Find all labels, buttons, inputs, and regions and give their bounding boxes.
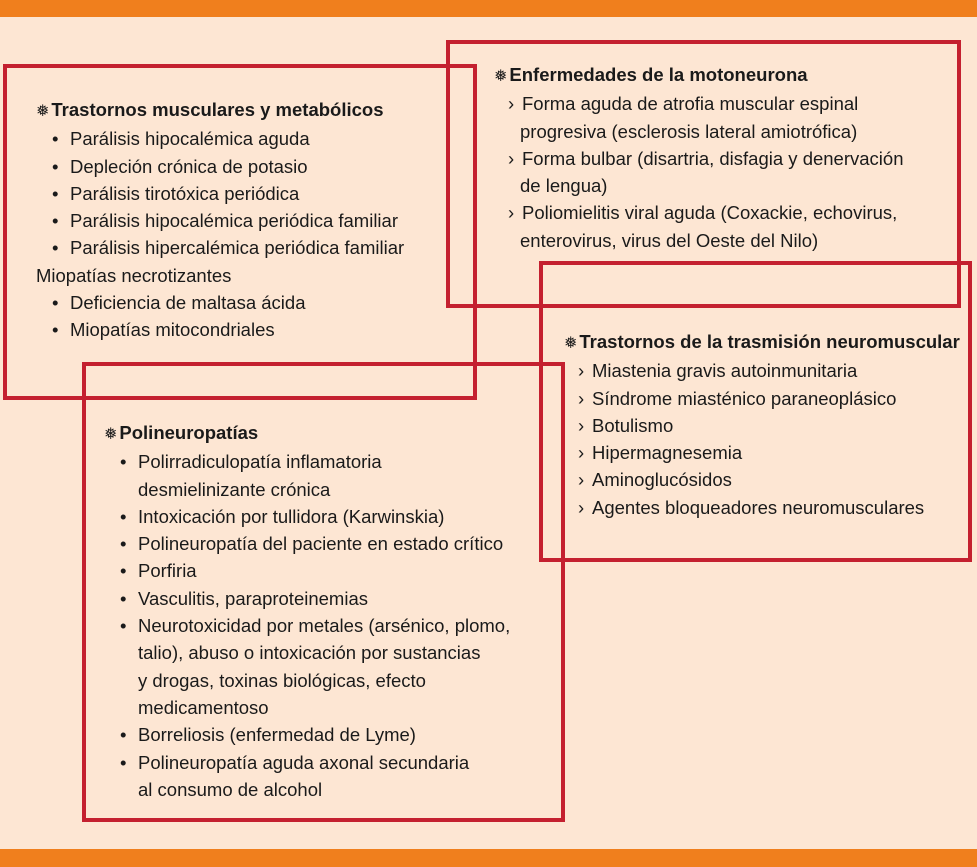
polyneuropathy-section bbox=[104, 419, 510, 803]
polyneuropathy-list bbox=[104, 448, 510, 803]
bullet-icon: • bbox=[52, 210, 59, 232]
list-item-text: Hipermagnesemia bbox=[592, 442, 743, 464]
list-item bbox=[36, 289, 404, 316]
list-item bbox=[104, 503, 510, 530]
bullet-icon: • bbox=[120, 560, 127, 582]
bullet-icon: › bbox=[578, 469, 585, 491]
neuromuscular-title: Trastornos de la trasmisión neuromuscular bbox=[579, 331, 960, 352]
neuromuscular-list bbox=[564, 357, 960, 521]
metabolic-sublist bbox=[36, 289, 404, 344]
neuromuscular-section bbox=[564, 328, 960, 521]
list-item-text: Parálisis hipercalémica periódica familiar bbox=[70, 237, 405, 259]
metabolic-section bbox=[36, 96, 404, 344]
polyneuropathy-title: Polineuropatías bbox=[119, 422, 259, 443]
list-item-text: enterovirus, virus del Oeste del Nilo) bbox=[520, 229, 819, 251]
bullet-icon: • bbox=[52, 155, 59, 177]
list-item-text: Poliomielitis viral aguda (Coxackie, echovirus, bbox=[522, 202, 898, 224]
metabolic-subtitle: Miopatías necrotizantes bbox=[36, 264, 232, 286]
list-item-text: talio), abuso o intoxicación por sustancias bbox=[138, 642, 481, 664]
list-item-text: Botulismo bbox=[592, 414, 674, 436]
bottom-accent-bar bbox=[0, 849, 977, 867]
neuromuscular-heading bbox=[564, 328, 960, 357]
list-item bbox=[36, 180, 404, 207]
list-item bbox=[564, 357, 960, 384]
bullet-icon: › bbox=[578, 414, 585, 436]
bullet-icon: • bbox=[52, 182, 59, 204]
list-item-text: Deficiencia de maltasa ácida bbox=[70, 292, 306, 314]
list-item bbox=[494, 199, 903, 254]
bullet-icon: • bbox=[120, 587, 127, 609]
top-accent-bar bbox=[0, 0, 977, 17]
bullet-icon: › bbox=[508, 202, 515, 224]
bullet-icon: › bbox=[508, 147, 515, 169]
list-item-text: desmielinizante crónica bbox=[138, 478, 331, 500]
list-item bbox=[104, 721, 510, 748]
list-item bbox=[494, 145, 903, 200]
list-item bbox=[564, 385, 960, 412]
bullet-icon: • bbox=[120, 615, 127, 637]
list-item-text: Porfiria bbox=[138, 560, 197, 582]
list-item-text: Forma bulbar (disartria, disfagia y denervación bbox=[522, 147, 904, 169]
bullet-icon: • bbox=[52, 128, 59, 150]
motoneuron-list bbox=[494, 90, 903, 254]
list-item bbox=[564, 412, 960, 439]
list-item-text: Polirradiculopatía inflamatoria bbox=[138, 451, 382, 473]
bullet-icon: • bbox=[120, 451, 127, 473]
list-item-text: Síndrome miasténico paraneoplásico bbox=[592, 387, 897, 409]
metabolic-heading bbox=[36, 96, 404, 125]
list-item bbox=[564, 466, 960, 493]
list-item bbox=[104, 448, 510, 503]
snowflake-icon: ❅ bbox=[36, 103, 50, 120]
list-item bbox=[36, 153, 404, 180]
bullet-icon: › bbox=[578, 387, 585, 409]
list-item bbox=[104, 557, 510, 584]
snowflake-icon: ❅ bbox=[104, 426, 118, 443]
list-item-text: Borreliosis (enfermedad de Lyme) bbox=[138, 724, 416, 746]
list-item bbox=[564, 494, 960, 521]
list-item bbox=[104, 530, 510, 557]
list-item bbox=[104, 612, 510, 721]
bullet-icon: › bbox=[578, 360, 585, 382]
bullet-icon: • bbox=[120, 533, 127, 555]
polyneuropathy-heading bbox=[104, 419, 510, 448]
list-item-text: Parálisis tirotóxica periódica bbox=[70, 182, 300, 204]
metabolic-title: Trastornos musculares y metabólicos bbox=[51, 99, 384, 120]
list-item-text: Aminoglucósidos bbox=[592, 469, 732, 491]
list-item-text: Polineuropatía aguda axonal secundaria bbox=[138, 751, 470, 773]
list-item bbox=[494, 90, 903, 145]
bullet-icon: • bbox=[52, 237, 59, 259]
list-item-text: Forma aguda de atrofia muscular espinal bbox=[522, 93, 859, 115]
bullet-icon: › bbox=[578, 496, 585, 518]
list-item-text: Parálisis hipocalémica periódica familiar bbox=[70, 210, 398, 232]
list-item-text: Agentes bloqueadores neuromusculares bbox=[592, 496, 925, 518]
list-item-text: y drogas, toxinas biológicas, efecto bbox=[138, 669, 426, 691]
list-item-text: Miastenia gravis autoinmunitaria bbox=[592, 360, 858, 382]
list-item bbox=[36, 234, 404, 261]
list-item bbox=[564, 439, 960, 466]
list-item-text: Vasculitis, paraproteinemias bbox=[138, 587, 368, 609]
bullet-icon: • bbox=[120, 505, 127, 527]
list-item-text: medicamentoso bbox=[138, 696, 269, 718]
motoneuron-title: Enfermedades de la motoneurona bbox=[509, 64, 808, 85]
bullet-icon: • bbox=[52, 292, 59, 314]
list-item bbox=[104, 585, 510, 612]
list-item-text: Intoxicación por tullidora (Karwinskia) bbox=[138, 505, 445, 527]
motoneuron-section bbox=[494, 61, 903, 254]
metabolic-list bbox=[36, 125, 404, 261]
motoneuron-heading bbox=[494, 61, 903, 90]
snowflake-icon: ❅ bbox=[564, 335, 578, 352]
list-item-text: Neurotoxicidad por metales (arsénico, plomo, bbox=[138, 615, 511, 637]
list-item-text: al consumo de alcohol bbox=[138, 778, 323, 800]
bullet-icon: • bbox=[52, 319, 59, 341]
list-item bbox=[36, 207, 404, 234]
bullet-icon: › bbox=[578, 442, 585, 464]
list-item-text: progresiva (esclerosis lateral amiotrófica) bbox=[520, 120, 858, 142]
list-item-text: Miopatías mitocondriales bbox=[70, 319, 275, 341]
list-item bbox=[36, 125, 404, 152]
list-item-text: Polineuropatía del paciente en estado crítico bbox=[138, 533, 504, 555]
list-item-text: Depleción crónica de potasio bbox=[70, 155, 308, 177]
bullet-icon: • bbox=[120, 751, 127, 773]
list-item bbox=[36, 316, 404, 343]
bullet-icon: › bbox=[508, 93, 515, 115]
snowflake-icon: ❅ bbox=[494, 68, 508, 85]
list-item-text: de lengua) bbox=[520, 175, 608, 197]
list-item-text: Parálisis hipocalémica aguda bbox=[70, 128, 310, 150]
list-item bbox=[104, 749, 510, 804]
bullet-icon: • bbox=[120, 724, 127, 746]
